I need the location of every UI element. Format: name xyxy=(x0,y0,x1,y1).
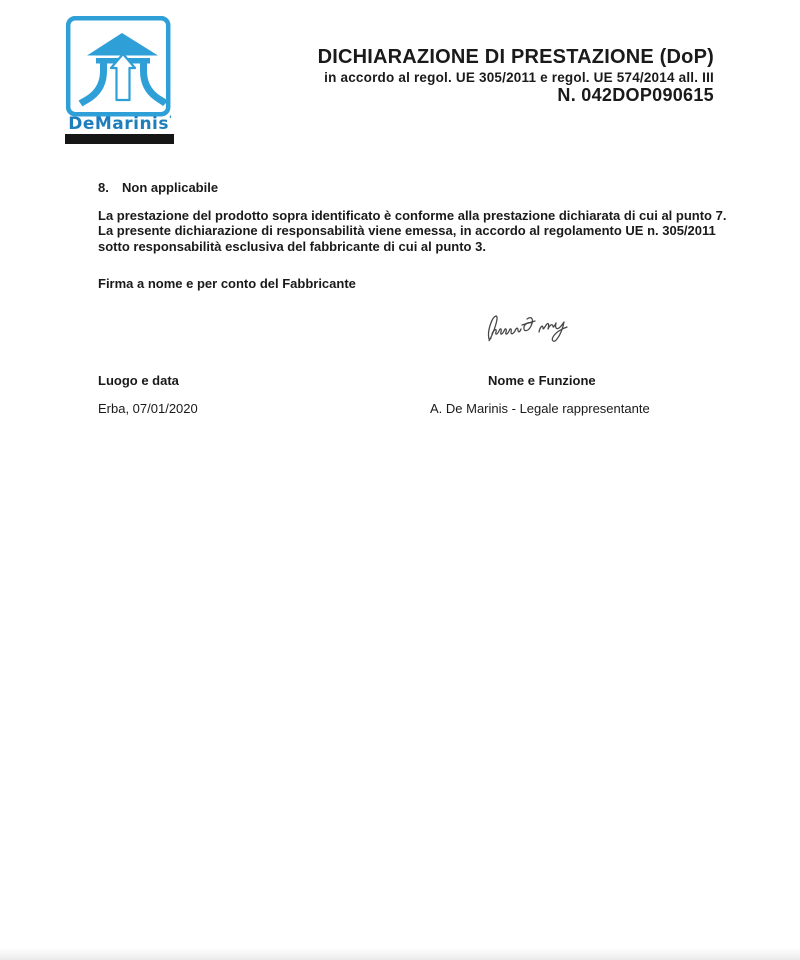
document-header xyxy=(318,46,714,105)
signature-caption: Firma a nome e per conto del Fabbricante xyxy=(98,276,356,291)
place-date-value: Erba, 07/01/2020 xyxy=(98,401,198,416)
list-item-8 xyxy=(98,180,218,195)
declaration-paragraph xyxy=(98,208,726,254)
page-bottom-shadow xyxy=(0,948,800,960)
list-item-number: 8. xyxy=(98,180,109,195)
demarinis-logo-icon xyxy=(65,16,173,118)
document-number: N. 042DOP090615 xyxy=(557,85,714,105)
name-function-value: A. De Marinis - Legale rappresentante xyxy=(430,401,650,416)
document-subtitle: in accordo al regol. UE 305/2011 e regol. UE 574/2014 all. III xyxy=(324,70,714,85)
name-function-label: Nome e Funzione xyxy=(488,373,596,388)
list-item-text: Non applicabile xyxy=(122,180,219,195)
document-title: DICHIARAZIONE DI PRESTAZIONE (DoP) xyxy=(317,46,714,68)
logo-trademark-tick: ' xyxy=(169,115,172,125)
paragraph-line: La prestazione del prodotto sopra identificato è conforme alla prestazione dichiarata di cui al punto 7. xyxy=(98,208,727,223)
logo-underline-bar xyxy=(65,134,174,144)
place-date-label: Luogo e data xyxy=(98,373,179,388)
logo-wordmark: DeMarinis' xyxy=(68,114,172,134)
paragraph-line: sotto responsabilità esclusiva del fabbricante di cui al punto 3. xyxy=(98,238,486,254)
signature-image xyxy=(483,306,588,348)
paragraph-line: La presente dichiarazione di responsabilità viene emessa, in accordo al regolamento UE n. 305/2011 xyxy=(98,223,716,239)
